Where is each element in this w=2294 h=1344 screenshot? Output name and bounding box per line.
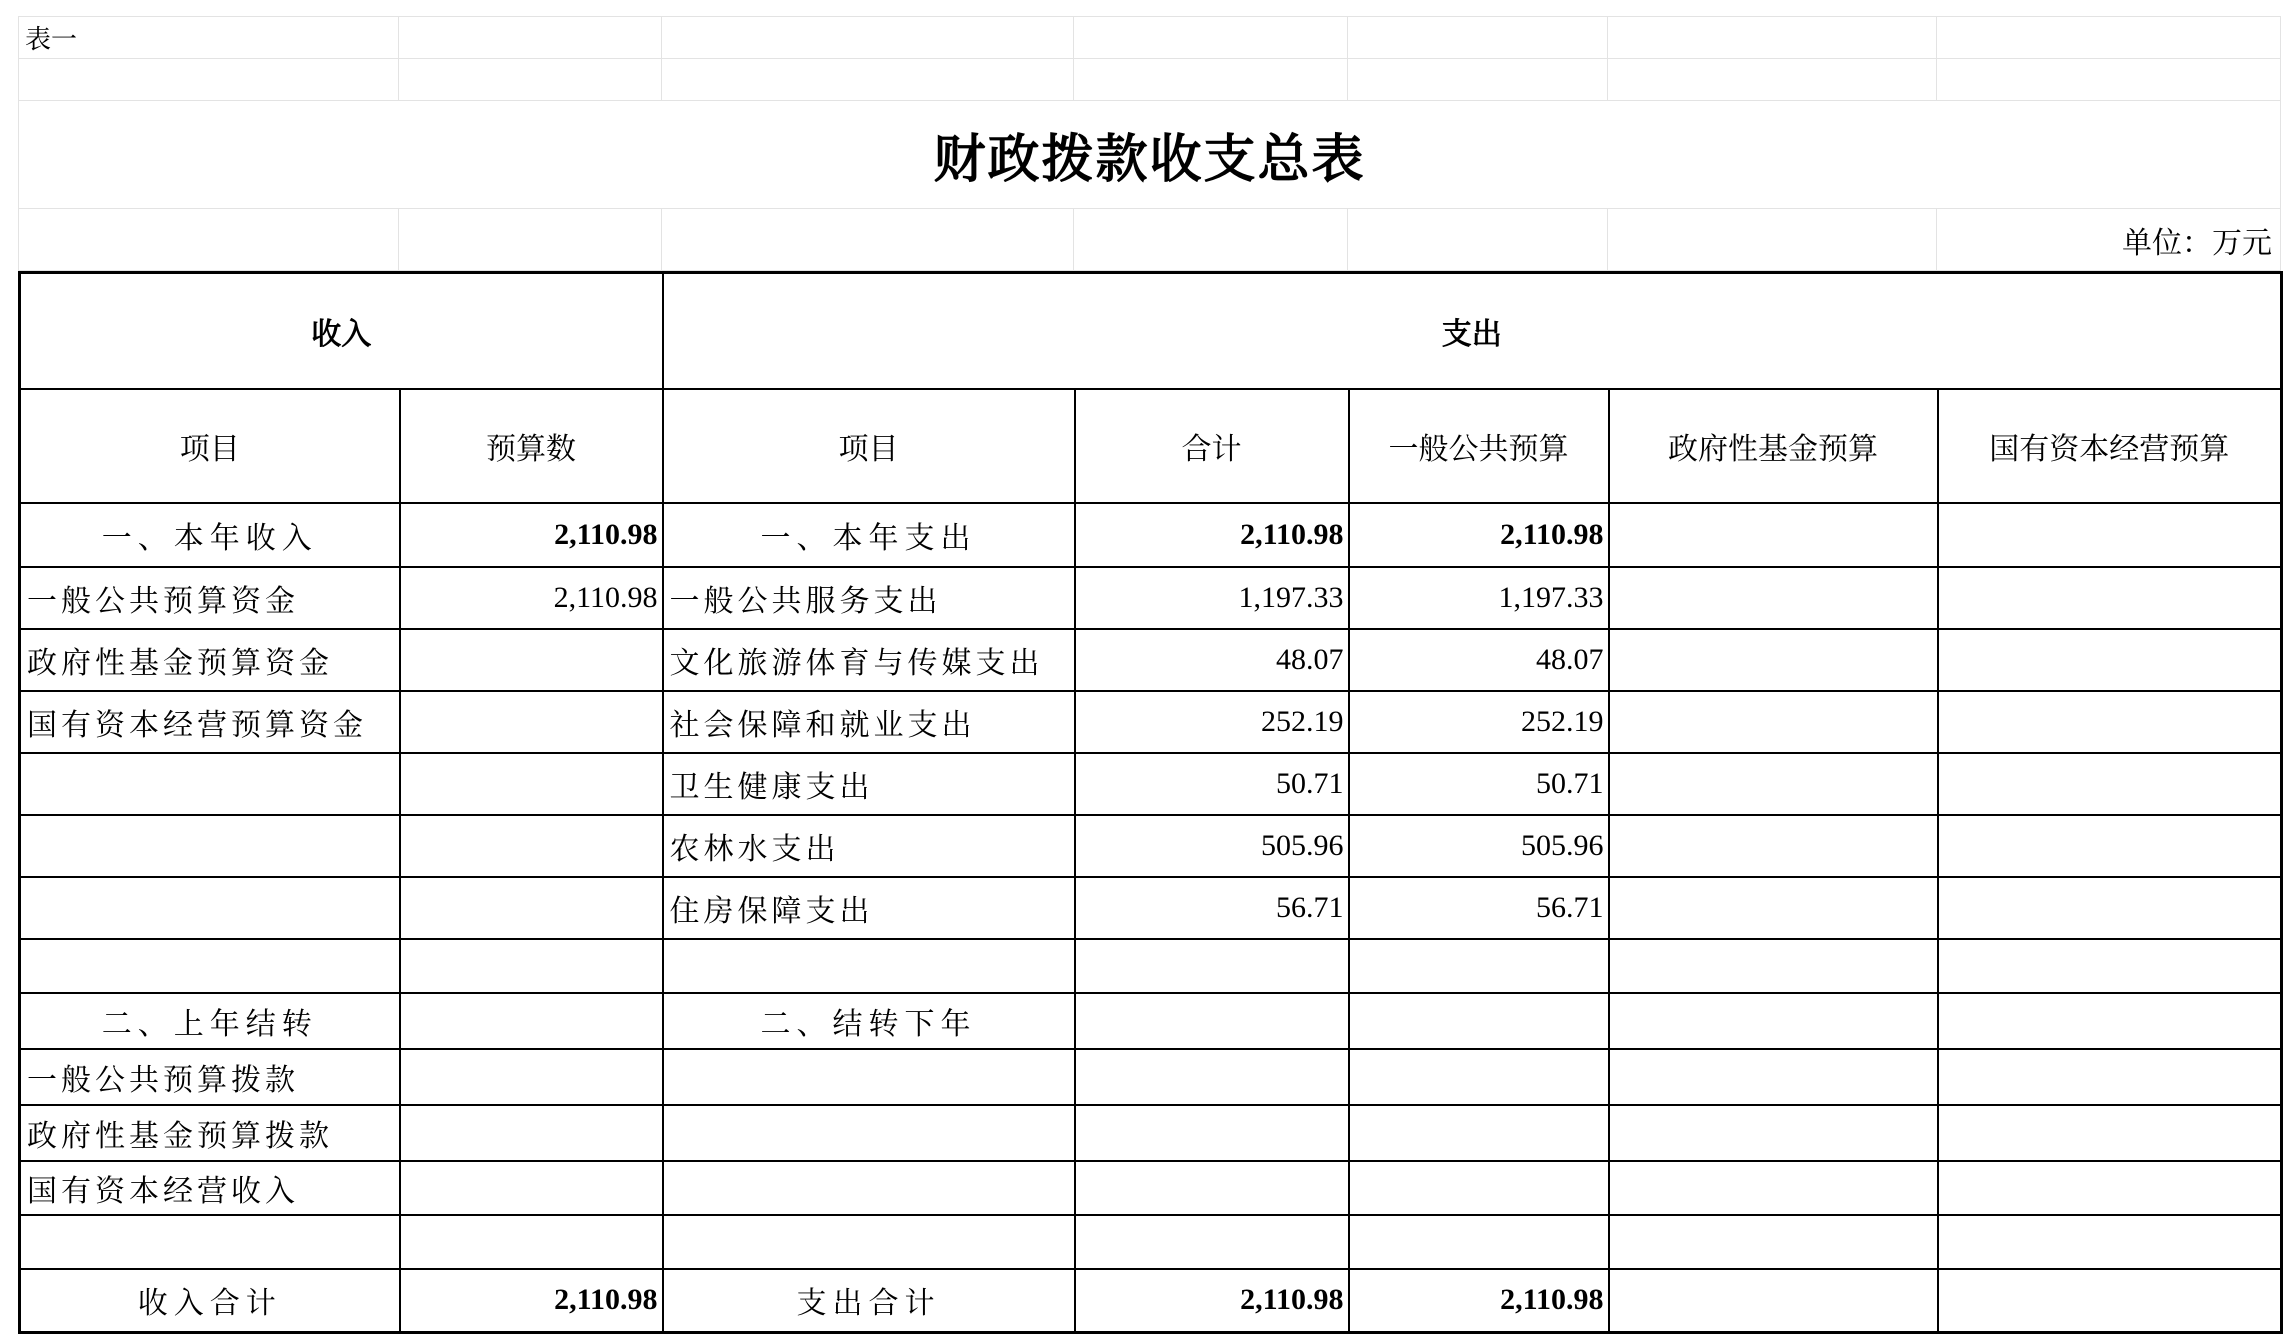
total-cell: 505.96 [1075,815,1349,877]
grid-cell[interactable] [19,209,399,271]
expense-item-cell [663,1215,1075,1269]
total-cell [1075,939,1349,993]
expense-item-cell: 文化旅游体育与传媒支出 [663,629,1075,691]
fund-cell [1609,629,1938,691]
table-row [20,1269,2282,1333]
income-item-cell: 二、上年结转 [20,993,400,1049]
general-cell: 48.07 [1349,629,1609,691]
income-value-cell [400,629,663,691]
income-value-cell [400,1105,663,1161]
expense-item-cell: 卫生健康支出 [663,753,1075,815]
state-total-value [1938,1269,2282,1333]
income-value-cell: 2,110.98 [400,503,663,567]
fund-cell [1609,993,1938,1049]
income-value-cell [400,877,663,939]
expense-item-cell: 农林水支出 [663,815,1075,877]
expense-total-value: 2,110.98 [1075,1269,1349,1333]
income-value-cell [400,691,663,753]
income-budget-header: 预算数 [400,389,663,503]
total-cell [1075,1161,1349,1215]
grid-cell[interactable] [1074,209,1348,271]
table-row [20,567,2282,629]
grid-cell[interactable] [662,209,1074,271]
fund-cell [1609,815,1938,877]
expense-item-cell [663,1161,1075,1215]
income-item-cell: 一般公共预算资金 [20,567,400,629]
table-row [20,1105,2282,1161]
state-cell [1938,1105,2282,1161]
income-header: 收入 [20,273,663,389]
table-row [20,1161,2282,1215]
general-cell: 252.19 [1349,691,1609,753]
income-item-cell: 一般公共预算拨款 [20,1049,400,1105]
grid-cell[interactable] [399,59,662,101]
state-cell [1938,939,2282,993]
grid-cell[interactable] [1074,17,1348,59]
total-cell [1075,1049,1349,1105]
income-item-cell [20,877,400,939]
state-cell [1938,691,2282,753]
table-row [20,939,2282,993]
general-cell: 1,197.33 [1349,567,1609,629]
fund-cell [1609,877,1938,939]
income-value-cell [400,1049,663,1105]
grid-cell[interactable] [19,59,399,101]
expense-item-cell: 二、结转下年 [663,993,1075,1049]
general-cell [1349,1161,1609,1215]
grid-cell[interactable] [1074,59,1348,101]
general-cell: 505.96 [1349,815,1609,877]
state-cell [1938,815,2282,877]
total-cell [1075,1105,1349,1161]
expense-item-cell [663,1105,1075,1161]
expense-header: 支出 [663,273,2282,389]
income-value-cell [400,1215,663,1269]
general-cell: 2,110.98 [1349,503,1609,567]
fund-cell [1609,1105,1938,1161]
table-row [20,691,2282,753]
fund-cell [1609,939,1938,993]
grid-cell[interactable] [1608,209,1937,271]
state-cell [1938,753,2282,815]
state-cell [1938,1049,2282,1105]
total-cell [1075,993,1349,1049]
state-cell [1938,629,2282,691]
budget-table [18,271,2283,1334]
fund-cell [1609,1049,1938,1105]
general-cell [1349,1049,1609,1105]
grid-cell[interactable] [1608,17,1937,59]
fund-cell [1609,503,1938,567]
general-cell: 50.71 [1349,753,1609,815]
income-value-cell: 2,110.98 [400,567,663,629]
general-total-value: 2,110.98 [1349,1269,1609,1333]
general-cell [1349,939,1609,993]
fund-cell [1609,1215,1938,1269]
income-item-cell [20,939,400,993]
expense-item-cell: 一般公共服务支出 [663,567,1075,629]
general-cell: 56.71 [1349,877,1609,939]
table-row [20,815,2282,877]
sheet-header-grid [18,16,2281,271]
grid-cell[interactable] [399,209,662,271]
grid-cell[interactable] [1937,59,2281,101]
income-item-cell: 政府性基金预算拨款 [20,1105,400,1161]
income-item-cell: 国有资本经营预算资金 [20,691,400,753]
state-cell [1938,1215,2282,1269]
income-value-cell [400,1161,663,1215]
grid-cell[interactable] [399,17,662,59]
fund-budget-header: 政府性基金预算 [1609,389,1938,503]
income-item-cell: 国有资本经营收入 [20,1161,400,1215]
expense-item-cell: 一、本年支出 [663,503,1075,567]
grid-cell[interactable] [1937,17,2281,59]
grid-cell[interactable] [662,17,1074,59]
table-row [20,503,2282,567]
income-total-label: 收入合计 [20,1269,400,1333]
state-cell [1938,567,2282,629]
expense-item-cell: 住房保障支出 [663,877,1075,939]
state-cell [1938,1161,2282,1215]
grid-cell[interactable] [1348,209,1608,271]
spreadsheet [18,16,2283,1334]
expense-item-cell [663,1049,1075,1105]
grid-cell[interactable] [1348,17,1608,59]
total-header: 合计 [1075,389,1349,503]
income-item-cell [20,1215,400,1269]
income-item-cell: 一、本年收入 [20,503,400,567]
general-budget-header: 一般公共预算 [1349,389,1609,503]
state-capital-header: 国有资本经营预算 [1938,389,2282,503]
table-row [20,993,2282,1049]
expense-total-label: 支出合计 [663,1269,1075,1333]
table-row [20,1215,2282,1269]
fund-cell [1609,753,1938,815]
total-cell: 2,110.98 [1075,503,1349,567]
income-value-cell [400,939,663,993]
general-cell [1349,1105,1609,1161]
total-cell: 50.71 [1075,753,1349,815]
table-row [20,877,2282,939]
income-item-cell [20,753,400,815]
expense-item-cell [663,939,1075,993]
total-cell: 48.07 [1075,629,1349,691]
table-row [20,629,2282,691]
income-value-cell [400,993,663,1049]
state-cell [1938,877,2282,939]
total-cell: 1,197.33 [1075,567,1349,629]
total-cell [1075,1215,1349,1269]
income-value-cell [400,753,663,815]
general-cell [1349,1215,1609,1269]
total-cell: 252.19 [1075,691,1349,753]
general-cell [1349,993,1609,1049]
grid-cell[interactable] [662,59,1074,101]
state-cell [1938,993,2282,1049]
income-item-cell: 政府性基金预算资金 [20,629,400,691]
income-item-header: 项目 [20,389,400,503]
expense-item-cell: 社会保障和就业支出 [663,691,1075,753]
table-row [20,753,2282,815]
grid-cell[interactable] [1608,59,1937,101]
income-total-value: 2,110.98 [400,1269,663,1333]
fund-cell [1609,1161,1938,1215]
income-item-cell [20,815,400,877]
expense-item-header: 项目 [663,389,1075,503]
fund-total-value [1609,1269,1938,1333]
table-row [20,1049,2282,1105]
sheet-label: 表一 [19,17,399,59]
grid-cell[interactable] [1348,59,1608,101]
total-cell: 56.71 [1075,877,1349,939]
income-value-cell [400,815,663,877]
state-cell [1938,503,2282,567]
page-title: 财政拨款收支总表 [19,101,2281,209]
fund-cell [1609,567,1938,629]
unit-label: 单位：万元 [1937,209,2281,271]
fund-cell [1609,691,1938,753]
